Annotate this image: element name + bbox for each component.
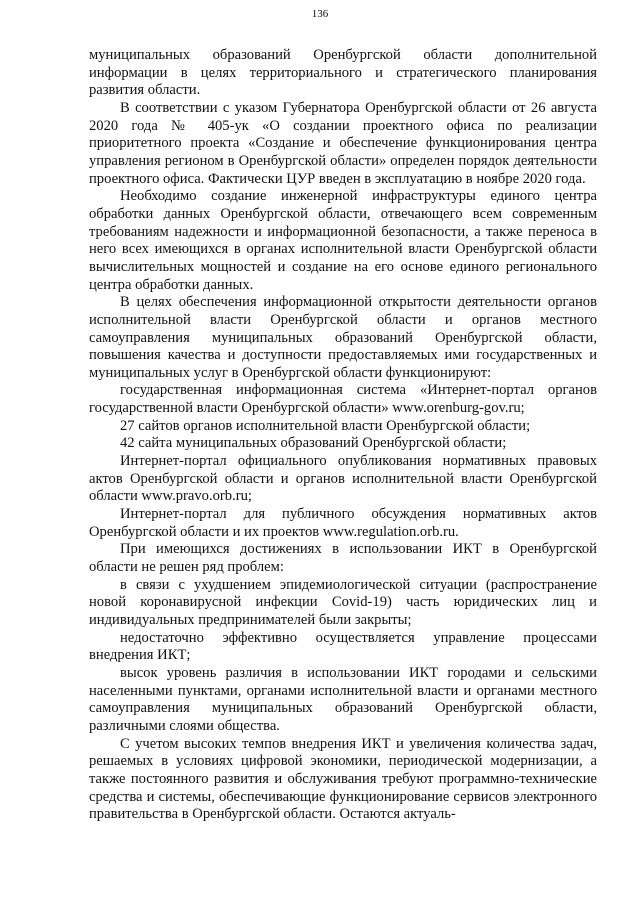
list-item: высок уровень различия в использовании ИКТ городами и сельскими населенными пунктами, органами исполнительной власти и органами местного самоуправления муниципальных образований Оренбургской области, различными слоями общества. xyxy=(89,664,597,734)
paragraph: муниципальных образований Оренбургской области дополнительной информации в целях территориального и стратегического планирования развития области. xyxy=(89,47,597,99)
list-item: Интернет-портал официального опубликования нормативных правовых актов Оренбургской области и органов исполнительной власти Оренбургской области www.pravo.orb.ru; xyxy=(89,453,597,505)
list-item: 42 сайта муниципальных образований Оренбургской области; xyxy=(120,435,507,452)
list-item: Интернет-портал для публичного обсуждения нормативных актов Оренбургской области и их проектов www.regulation.orb.ru. xyxy=(89,506,597,540)
paragraph: Необходимо создание инженерной инфраструктуры единого центра обработки данных Оренбургской области, отвечающего всем современным требованиям надежности и информационной безопасности, а также переноса в него всех имеющихся в органах исполнительной власти Оренбургской области вычислительных мощностей и создание на его основе единого регионального центра обработки данных. xyxy=(89,188,597,293)
paragraph: В целях обеспечения информационной открытости деятельности органов исполнительной власти Оренбургской области и органов местного самоуправления муниципальных образований Оренбургской области, повышения качества и доступности предоставляемых ими государственных и муниципальных услуг в Оренбургской области функционируют: xyxy=(89,294,597,381)
page-number: 136 xyxy=(311,8,329,20)
list-item: недостаточно эффективно осуществляется управление процессами внедрения ИКТ; xyxy=(89,629,597,664)
list-item: 27 сайтов органов исполнительной власти Оренбургской области; xyxy=(120,417,531,434)
paragraph: В соответствии с указом Губернатора Оренбургской области от 26 августа 2020 года № 405-ук «О создании проектного офиса по реализации приоритетного проекта «Создание и обеспечение функционирования центра управления регионом в Оренбургской области» определен порядок деятельности проектного офиса. Фактически ЦУР введен в эксплуатацию в ноябре 2020 года. xyxy=(89,99,597,187)
list-item: государственная информационная система «Интернет-портал органов государственной власти Оренбургской области» www.orenburg-gov.ru; xyxy=(89,382,597,417)
paragraph: При имеющихся достижениях в использовании ИКТ в Оренбургской области не решен ряд проблем: xyxy=(89,541,597,576)
list-item: в связи с ухудшением эпидемиологической ситуации (распространение новой коронавирусной инфекции Covid-19) часть юридических лиц и индивидуальных предпринимателей были закрыты; xyxy=(89,576,597,628)
paragraph: С учетом высоких темпов внедрения ИКТ и увеличения количества задач, решаемых в условиях цифровой экономики, периодической модернизации, а также постоянного развития и обслуживания требуют программно-технические средства и системы, обеспечивающие функционирование сервисов электронного правительства в Оренбургской области. Остаются актуаль- xyxy=(89,735,597,823)
body-text xyxy=(89,47,597,824)
